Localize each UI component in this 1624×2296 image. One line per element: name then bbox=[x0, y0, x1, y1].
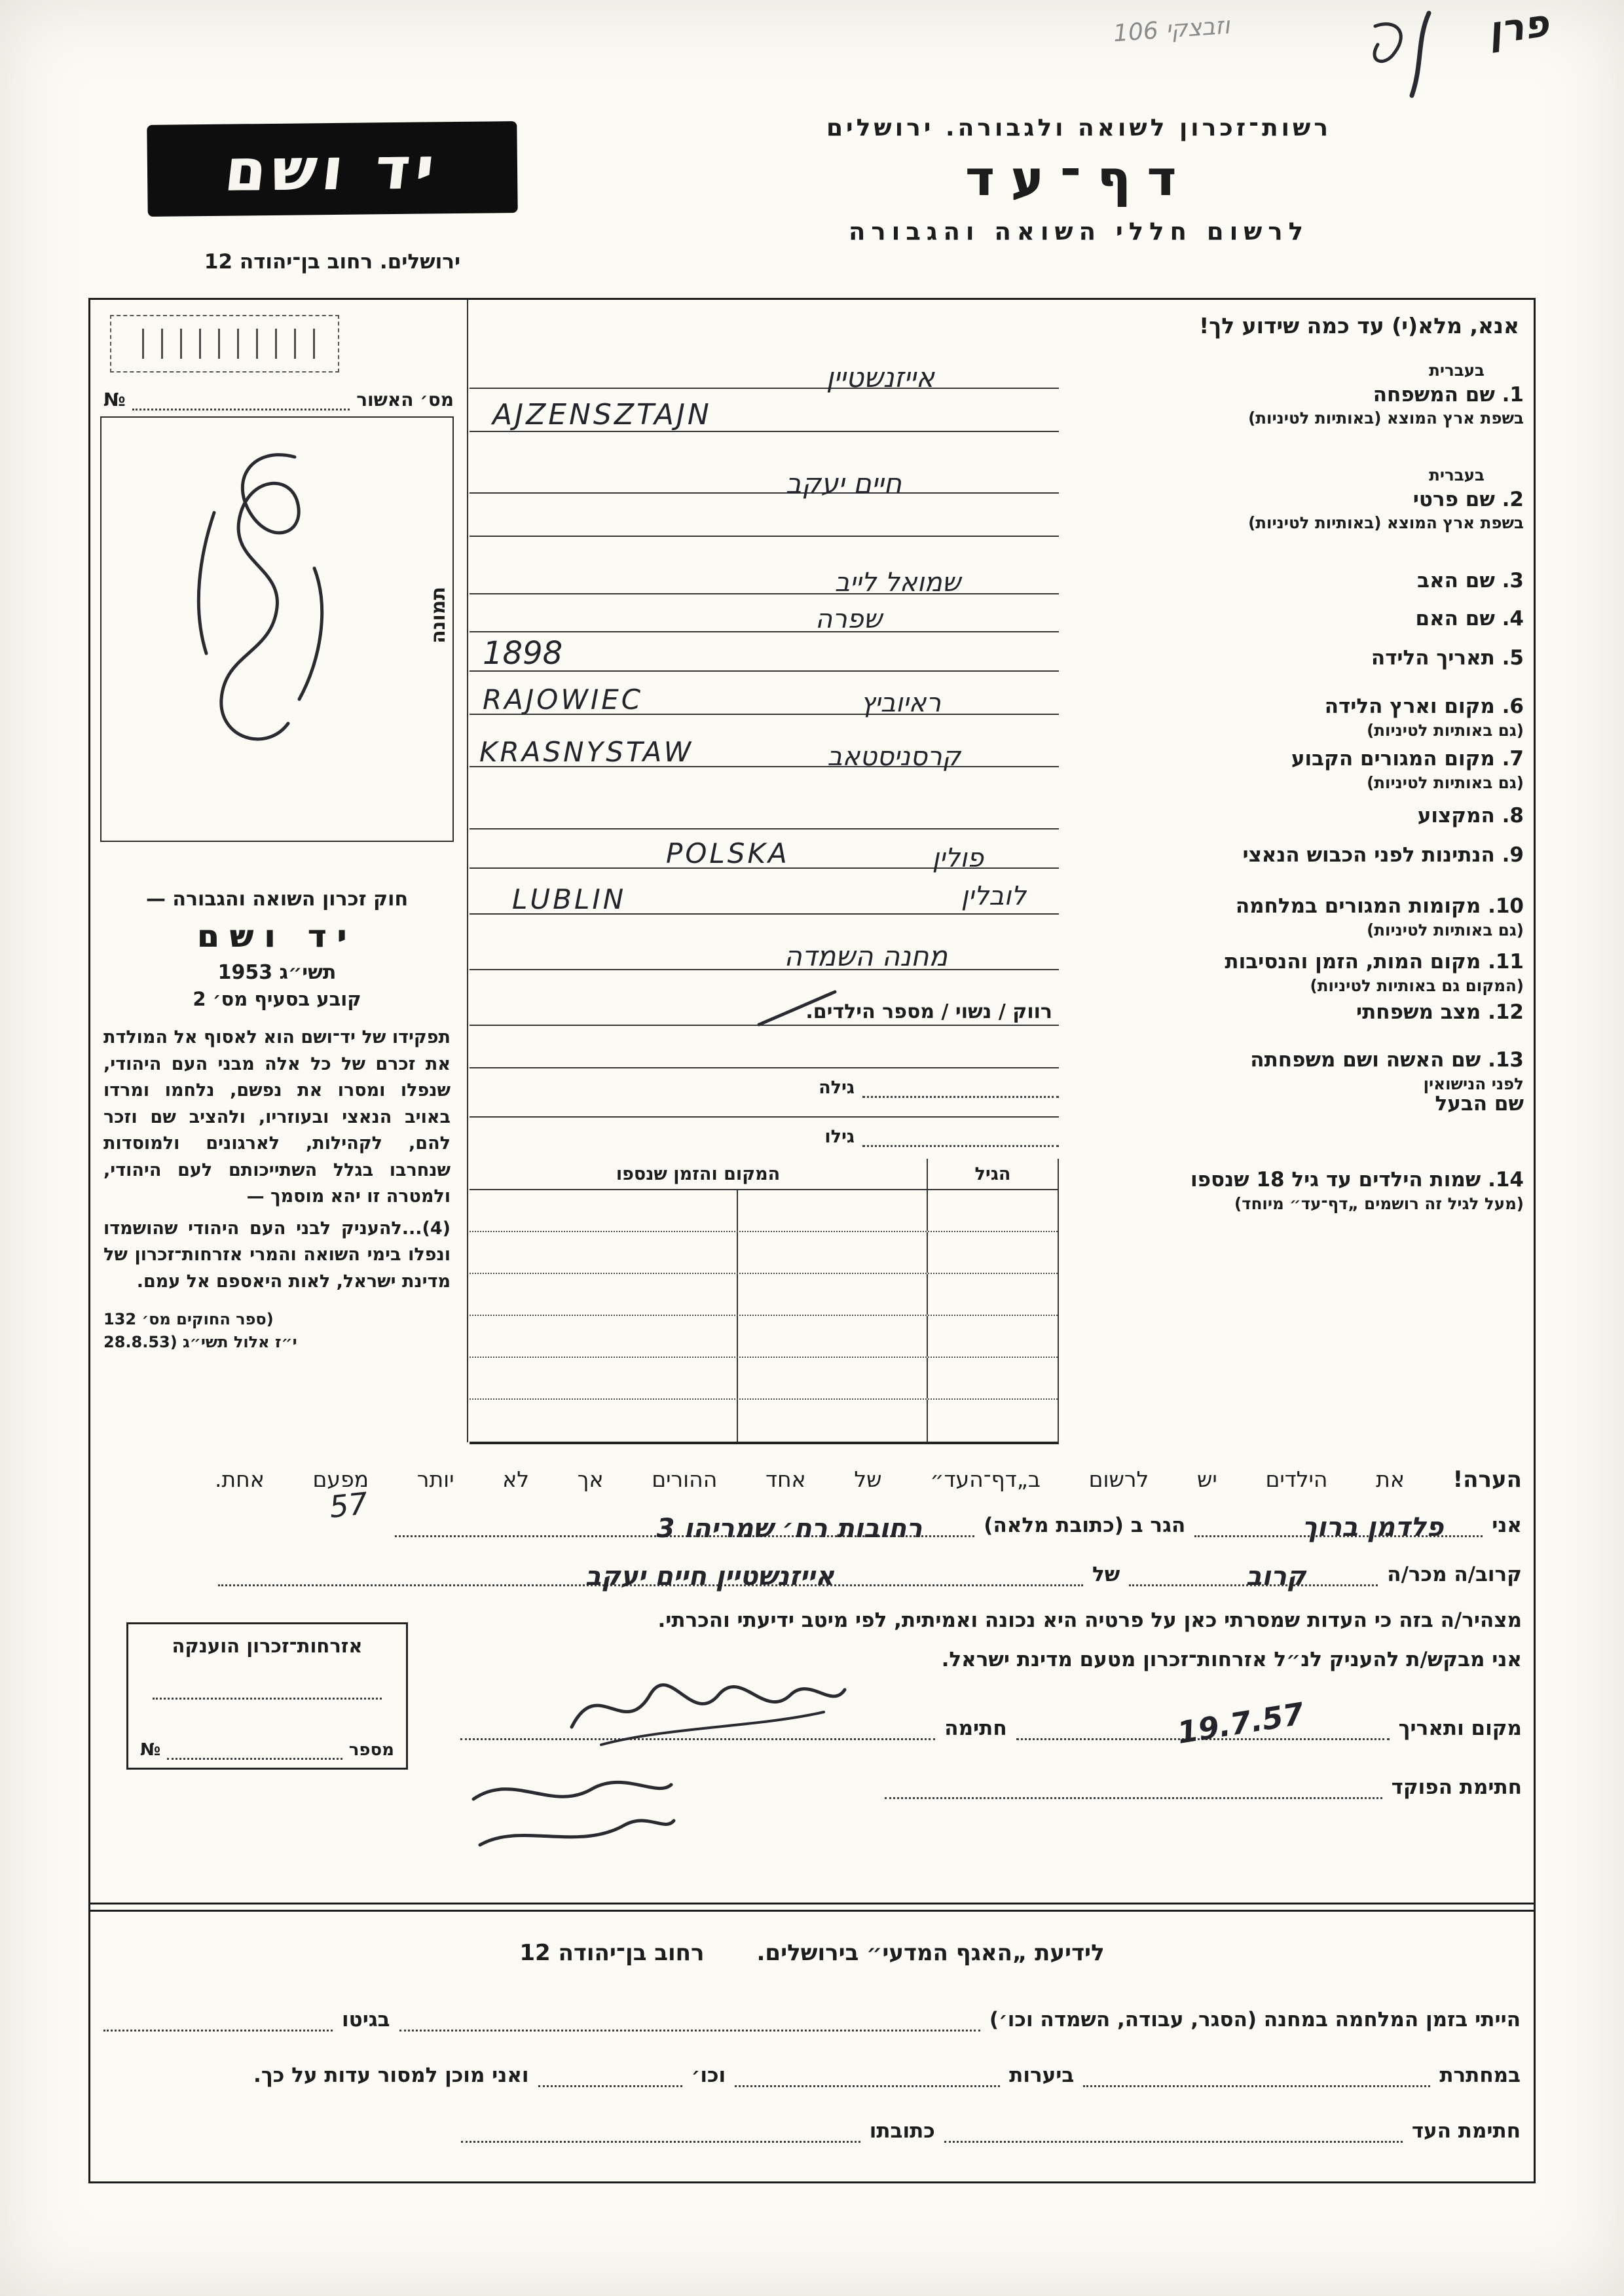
handwritten-subject-name: אייזנשטיין חיים יעקב bbox=[585, 1561, 834, 1592]
numero-sign: № bbox=[103, 389, 126, 410]
her-age-line bbox=[862, 1096, 1059, 1098]
law-text-1: תפקידו של יד־ושם הוא לאסוף אל המולדת את זכרם של כל אלה מבני העם היהודי, שנפלו ומסרו את נפשם, נלחמו ומרדו באויב הנאצי ובעוזריו, ולהציב שם וזכר להם, לקהילות, לארגונים ולמוסדות שנחרבו בגלל השתייכותם לעם היהודי, ולמטרה זו יהא מוסמך — bbox=[103, 1027, 451, 1207]
strike-mark bbox=[751, 989, 843, 1029]
field-label: 2. שם פרטי bbox=[1412, 487, 1524, 511]
field-sublabel: לפני הנישואין bbox=[1423, 1074, 1524, 1093]
field-residence: 7. מקום המגורים הקבוע (גם באותיות לטיניות) KRASNYSTAW קרסניסטאב bbox=[470, 715, 1524, 767]
law-ref-2: י״ז אלול תשי״ג (28.8.53 bbox=[103, 1332, 297, 1351]
handwritten-first-name: חיים יעקב bbox=[785, 467, 902, 500]
decl-resides-label: הגר ב (כתובת מלאה) bbox=[984, 1514, 1186, 1537]
name-line bbox=[1194, 1512, 1483, 1542]
decl-i-label: אני bbox=[1492, 1514, 1522, 1537]
writing-line bbox=[470, 881, 1059, 915]
citizenship-box bbox=[126, 1622, 408, 1770]
field-sublabel: (המקום גם באותיות לטיניות) bbox=[1310, 975, 1524, 995]
form-title: דף־עד bbox=[965, 151, 1192, 207]
etc-line bbox=[538, 2085, 682, 2087]
official-signature-label: חתימת הפוקד bbox=[1391, 1776, 1522, 1799]
note-text: את הילדים יש לרשום ב„דף־העד״ של אחד ההורים אך לא יותר מפעם אחת. bbox=[215, 1467, 1405, 1492]
bottom-line-signature bbox=[103, 2087, 1521, 2143]
writing-line bbox=[470, 1116, 1059, 1118]
signature-scribble bbox=[562, 1652, 857, 1750]
form-fields bbox=[470, 352, 1524, 1444]
children-table bbox=[470, 1159, 1059, 1444]
bottom-line-camp bbox=[103, 1976, 1521, 2032]
form-header bbox=[783, 115, 1375, 246]
signature-line bbox=[460, 1738, 935, 1740]
writing-line bbox=[470, 1067, 1059, 1068]
field-sublabel: (גם באותיות לטיניות) bbox=[1367, 920, 1524, 939]
ready-to-testify: ואני מוכן למסור עדות על כך. bbox=[253, 2064, 529, 2087]
handwritten-corner-note: פרן bbox=[1485, 0, 1552, 54]
main-form-box bbox=[88, 298, 1536, 2183]
etc-label: וכו׳ bbox=[691, 2064, 726, 2087]
table-row bbox=[470, 1400, 1058, 1442]
table-row bbox=[470, 1358, 1058, 1400]
writing-line bbox=[470, 357, 1059, 393]
his-age-line bbox=[862, 1145, 1059, 1147]
photo-signature-scribble bbox=[154, 434, 370, 801]
approval-dotted-line bbox=[132, 409, 350, 410]
writing-line bbox=[470, 1000, 1059, 1026]
decl-line-official bbox=[218, 1740, 1522, 1799]
note-line bbox=[215, 1467, 1522, 1493]
forests-line bbox=[735, 2085, 1000, 2087]
bottom-line-underground bbox=[103, 2032, 1521, 2087]
note-word: הערה! bbox=[1452, 1467, 1522, 1493]
field-sublabel: בשפת ארץ המוצא (באותיות לטיניות) bbox=[1248, 409, 1524, 428]
law-heading: חוק זכרון השואה והגבורה — bbox=[145, 888, 409, 911]
forests-label: ביערות bbox=[1009, 2064, 1075, 2087]
citizenship-number-row bbox=[140, 1740, 394, 1760]
field-marital-status: 12. מצב משפחתי רווק / נשוי / מספר הילדים. bbox=[470, 970, 1524, 1026]
camp-line bbox=[399, 2030, 980, 2032]
yad-vashem-logo: יד ושם bbox=[147, 121, 517, 217]
handwritten-mother-name: שפרה bbox=[815, 604, 882, 634]
column-header-place-time: המקום והזמן שנספו bbox=[616, 1163, 781, 1184]
decl-statement: מצהיר/ה בזה כי העדות שמסרתי כאן על פרטיה היא נכונה ואמיתית, לפי מיטב ידיעתי והכרתי. bbox=[657, 1609, 1522, 1632]
intro-note: אנא, מלא(י) עד כמה שידוע לך! bbox=[1199, 313, 1519, 338]
bottom-title: לידיעת „האגף המדעי״ בירושלים. רחוב בן־יהודה 12 bbox=[519, 1940, 1105, 1966]
witness-signature-label: חתימת העד bbox=[1411, 2119, 1521, 2143]
handwritten-relation: קרוב bbox=[1246, 1561, 1306, 1592]
table-row bbox=[470, 1316, 1058, 1358]
writing-line bbox=[470, 736, 1059, 772]
his-age-label: גילו bbox=[824, 1127, 855, 1147]
handwritten-date: 19.7.57 bbox=[1174, 1696, 1306, 1751]
stamp-area bbox=[110, 315, 339, 373]
section-separator bbox=[90, 1903, 1534, 1912]
date-line bbox=[1016, 1696, 1390, 1751]
table-row bbox=[470, 1190, 1058, 1232]
decl-of-label: של bbox=[1092, 1563, 1120, 1586]
witness-address-line bbox=[461, 2141, 860, 2143]
handwritten-birth-place-latin: RAJOWIEC bbox=[483, 683, 644, 716]
handwritten-residence-latin: KRASNYSTAW bbox=[479, 736, 694, 768]
numero-sign: № bbox=[140, 1740, 161, 1760]
field-profession: 8. המקצוע bbox=[470, 767, 1524, 829]
witness-address-label: כתובתו bbox=[869, 2119, 935, 2143]
authority-line: רשות־זכרון לשואה ולגבורה. ירושלים bbox=[826, 115, 1332, 141]
field-wife-name: 13. שם האשה ושם משפחתה לפני הנישואין bbox=[470, 1026, 1524, 1068]
field-sublabel: (מעל לגיל זה רושמים „דף־עד״ מיוחד) bbox=[1234, 1194, 1524, 1213]
address-line bbox=[395, 1514, 974, 1544]
law-text-2: (4)...להעניק לבני העם היהודי שהושמדו ונפלו בימי השואה והמרי אזרחות־זכרון של מדינת ישראל, לאות היאספם אל עמם. bbox=[103, 1218, 451, 1292]
bottom-title-address: רחוב בן־יהודה 12 bbox=[519, 1940, 705, 1966]
law-ref-1: (ספר החוקים מס׳ 132 bbox=[103, 1310, 274, 1328]
law-clause: קובע בסעיף מס׳ 2 bbox=[193, 988, 361, 1010]
decl-request: אני מבקש/ת להעניק לנ״ל אזרחות־זכרון מטעם מדינת ישראל. bbox=[941, 1648, 1522, 1671]
decl-line-relation bbox=[218, 1537, 1522, 1592]
field-his-age bbox=[470, 1118, 1524, 1147]
ghetto-line bbox=[103, 2030, 333, 2032]
law-year: תשי״ג 1953 bbox=[217, 961, 337, 984]
writing-line bbox=[470, 828, 1059, 829]
official-signature-scribble bbox=[460, 1760, 676, 1865]
witness-signature-line bbox=[944, 2141, 1403, 2143]
husband-label: שם הבעל bbox=[1435, 1092, 1524, 1116]
field-mother-name: 4. שם האם שפרה bbox=[470, 594, 1524, 632]
subject-line bbox=[218, 1561, 1083, 1592]
handwritten-margin-number: 57 bbox=[327, 1485, 370, 1525]
writing-line bbox=[470, 604, 1059, 634]
ghetto-label: בגיטו bbox=[342, 2008, 390, 2032]
citizenship-number-label: מספר bbox=[348, 1740, 394, 1760]
table-row bbox=[470, 1232, 1058, 1274]
children-table-header bbox=[470, 1159, 1058, 1190]
handwritten-pencil-note: וזבצקי 106 bbox=[1112, 12, 1231, 48]
photo-box bbox=[100, 416, 454, 842]
ink-scribble bbox=[1349, 5, 1460, 103]
decl-line-identity bbox=[218, 1498, 1522, 1544]
scientific-branch-section bbox=[103, 1930, 1521, 2143]
handwritten-wartime-latin: LUBLIN bbox=[512, 883, 627, 915]
field-birth-place: 6. מקום וארץ הלידה (גם באותיות לטיניות) RAJOWIEC ראיוביץ bbox=[470, 672, 1524, 715]
law-reference bbox=[103, 1308, 451, 1354]
field-death-place: 11. מקום המות, הזמן והנסיבות (המקום גם באותיות לטיניות) מחנה השמדה bbox=[470, 915, 1524, 970]
relation-line bbox=[1129, 1561, 1378, 1592]
handwritten-residence-hebrew: קרסניסטאב bbox=[827, 742, 961, 772]
table-row bbox=[470, 1274, 1058, 1316]
handwritten-declarant-name: פלדמן ברוך bbox=[1302, 1512, 1444, 1542]
handwritten-birth-place-hebrew: ראיוביץ bbox=[860, 688, 941, 718]
handwritten-wartime-hebrew: לובלין bbox=[961, 881, 1026, 911]
form-subtitle: לרשום חללי השואה והגבורה bbox=[848, 217, 1310, 246]
field-sublabel: (גם באותיות לטיניות) bbox=[1367, 773, 1524, 792]
field-father-name: 3. שם האב שמואל לייב bbox=[470, 560, 1524, 594]
handwritten-family-name-hebrew: אייזנשטיין bbox=[826, 361, 934, 393]
field-children: 14. שמות הילדים עד גיל 18 שנספו (מעל לגיל זה רושמים „דף־עד״ מיוחד) הגיל המקום והזמן שנספו bbox=[470, 1159, 1524, 1444]
handwritten-nationality-latin: POLSKA bbox=[666, 837, 790, 869]
writing-line bbox=[470, 389, 1059, 432]
citizenship-title: אזרחות־זכרון הוענקה bbox=[172, 1635, 363, 1657]
citizenship-line bbox=[153, 1698, 381, 1700]
field-first-name bbox=[470, 457, 1524, 542]
law-logo-text: יד ושם bbox=[196, 919, 358, 955]
handwritten-birth-year: 1898 bbox=[483, 635, 563, 672]
field-sublabel: בשפת ארץ המוצא (באותיות לטיניות) bbox=[1248, 513, 1524, 533]
handwritten-nationality-hebrew: פולין bbox=[932, 843, 984, 873]
field-wartime-residence: 10. מקומות המגורים במלחמה (גם באותיות לטיניות) LUBLIN לובלין bbox=[470, 869, 1524, 915]
field-husband-name bbox=[470, 1092, 1524, 1118]
official-signature-line bbox=[885, 1797, 1382, 1799]
marital-options: רווק / נשוי / מספר הילדים. bbox=[805, 1000, 1052, 1023]
declaration-section bbox=[218, 1485, 1522, 1799]
photo-label: תמונה bbox=[427, 587, 451, 644]
law-section bbox=[103, 888, 451, 1354]
writing-line bbox=[470, 837, 1059, 873]
column-header-age: הגיל bbox=[927, 1159, 1058, 1189]
writing-line bbox=[470, 683, 1059, 718]
approval-number-row bbox=[103, 389, 454, 410]
field-family-name bbox=[470, 352, 1524, 437]
handwritten-address: רחובות רח׳ שמריהו 3 bbox=[656, 1514, 923, 1544]
approval-label: מס׳ האשור bbox=[356, 389, 454, 410]
writing-line bbox=[470, 568, 1059, 598]
field-label: 1. שם המשפחה bbox=[1373, 382, 1524, 407]
writing-line bbox=[470, 940, 1059, 972]
underground-line bbox=[1083, 2085, 1430, 2087]
decl-relation-label: קרוב/ה מכר/ה bbox=[1387, 1563, 1522, 1586]
handwritten-family-name-latin: AJZENSZTAJN bbox=[492, 398, 712, 431]
field-birth-date: 5. תאריך הלידה 1898 bbox=[470, 632, 1524, 672]
writing-line bbox=[470, 494, 1059, 537]
logo-address: ירושלים. רחוב בן־יהודה 12 bbox=[204, 250, 461, 274]
field-sublabel: (גם באותיות לטיניות) bbox=[1367, 720, 1524, 740]
signature-label: חתימה bbox=[944, 1717, 1007, 1740]
her-age-label: גילה bbox=[819, 1078, 855, 1098]
camp-label: הייתי בזמן המלחמה במחנה (הסגר, עבודה, השמדה וכו׳) bbox=[989, 2008, 1521, 2032]
field-nationality: 9. הנתינות לפני הכבוש הנאצי POLSKA פולין bbox=[470, 829, 1524, 869]
underground-label: במחתרת bbox=[1439, 2064, 1521, 2087]
field-sublabel: בעברית bbox=[1429, 465, 1485, 485]
column-divider bbox=[467, 300, 468, 1442]
field-sublabel: בעברית bbox=[1429, 361, 1485, 380]
place-date-label: מקום ותאריך bbox=[1398, 1717, 1522, 1740]
handwritten-death-place: מחנה השמדה bbox=[784, 940, 948, 972]
handwritten-father-name: שמואל לייב bbox=[834, 568, 961, 598]
writing-line bbox=[470, 462, 1059, 500]
